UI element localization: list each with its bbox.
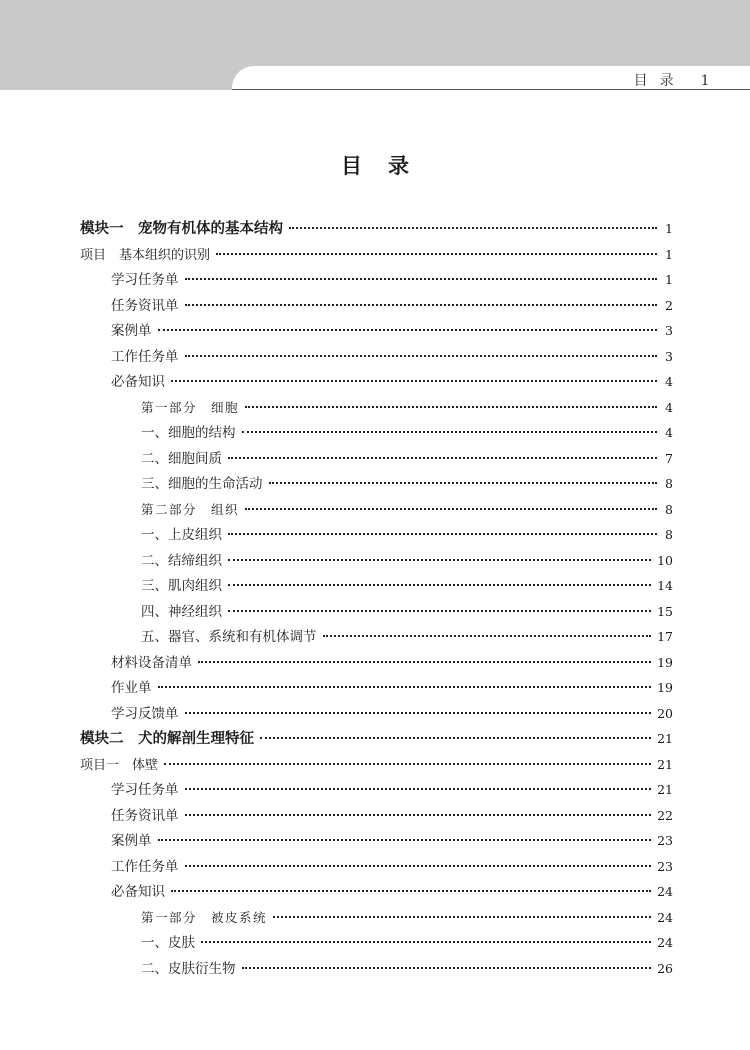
toc-dot-leader [158, 686, 652, 688]
toc-entry-title: 案例单 [111, 323, 152, 339]
toc-dot-leader [260, 737, 651, 739]
toc-entry-title: 模块一 宠物有机体的基本结构 [80, 221, 283, 237]
toc-dot-leader [171, 380, 657, 382]
running-head-title: 目录 [633, 73, 686, 89]
toc-entry-title: 一、皮肤 [141, 935, 195, 951]
toc-entry-title: 学习任务单 [111, 272, 179, 288]
toc-entry-item[interactable] [80, 701, 673, 727]
toc-entry-item[interactable] [80, 293, 673, 319]
toc-page-number: 1 [665, 272, 673, 287]
toc-page-number: 24 [657, 909, 673, 925]
toc-entry-item[interactable] [80, 854, 673, 880]
running-head-page-number: 1 [700, 73, 710, 89]
toc-page-number: 24 [657, 935, 673, 950]
toc-page-number: 24 [657, 884, 673, 899]
toc-entry-item[interactable] [80, 879, 673, 905]
toc-page-number: 21 [657, 782, 673, 797]
toc-entry-title: 案例单 [111, 833, 152, 849]
toc-dot-leader [185, 304, 658, 306]
toc-entry-title: 第一部分 被皮系统 [141, 909, 268, 925]
toc-dot-leader [228, 559, 651, 561]
toc-dot-leader [245, 406, 657, 408]
toc-dot-leader [228, 457, 657, 459]
toc-entry-item[interactable] [80, 344, 673, 370]
toc-dot-leader [164, 763, 651, 765]
toc-entry-title: 工作任务单 [111, 348, 179, 365]
toc-dot-leader [171, 890, 651, 892]
toc-dot-leader [158, 839, 652, 841]
toc-entry-sub[interactable] [80, 624, 673, 650]
toc-dot-leader [198, 661, 651, 663]
toc-page-number: 23 [657, 858, 673, 874]
toc-dot-leader [185, 278, 658, 280]
toc-dot-leader [228, 533, 657, 535]
toc-dot-leader [242, 967, 652, 969]
toc-dot-leader [228, 584, 651, 586]
toc-page-number: 21 [657, 756, 673, 772]
toc-entry-title: 项目一 体壁 [80, 757, 159, 773]
toc-page-number: 14 [657, 578, 673, 593]
toc-entry-title: 一、上皮组织 [141, 527, 222, 543]
toc-page-number: 3 [665, 348, 673, 364]
toc-entry-item[interactable] [80, 650, 673, 676]
toc-dot-leader [185, 355, 658, 357]
toc-entry-title: 必备知识 [111, 374, 165, 390]
toc-dot-leader [158, 329, 658, 331]
toc-dot-leader [242, 431, 658, 433]
toc-dot-leader [185, 865, 652, 867]
toc-page-number: 21 [657, 731, 673, 746]
toc-dot-leader [289, 227, 657, 229]
toc-entry-item[interactable] [80, 777, 673, 803]
toc-entry-title: 任务资讯单 [111, 297, 179, 314]
toc-entry-title: 四、神经组织 [141, 603, 222, 620]
toc-page-number: 2 [665, 297, 673, 313]
toc-page-number: 1 [665, 221, 673, 236]
toc-dot-leader [185, 814, 652, 816]
table-of-contents [80, 216, 673, 981]
toc-entry-title: 一、细胞的结构 [141, 425, 236, 441]
running-head [634, 70, 710, 90]
toc-page-number: 8 [665, 476, 673, 491]
toc-entry-title: 二、结缔组织 [141, 552, 222, 569]
toc-entry-sub[interactable] [80, 573, 673, 599]
toc-entry-title: 任务资讯单 [111, 807, 179, 824]
toc-entry-item[interactable] [80, 828, 673, 854]
toc-entry-item[interactable] [80, 267, 673, 293]
toc-page-number: 1 [665, 246, 673, 262]
toc-entry-part[interactable] [80, 905, 673, 931]
toc-dot-leader [185, 712, 652, 714]
toc-entry-title: 材料设备清单 [111, 654, 192, 671]
toc-dot-leader [216, 253, 657, 255]
toc-entry-title: 工作任务单 [111, 858, 179, 875]
toc-dot-leader [201, 941, 651, 943]
toc-entry-item[interactable] [80, 675, 673, 701]
toc-page-number: 22 [657, 807, 673, 823]
toc-entry-module[interactable] [80, 726, 673, 752]
toc-entry-sub[interactable] [80, 548, 673, 574]
toc-entry-title: 二、皮肤衍生物 [141, 960, 236, 977]
toc-page-number: 19 [657, 680, 673, 695]
toc-page-number: 3 [665, 323, 673, 338]
toc-entry-module[interactable] [80, 216, 673, 242]
toc-dot-leader [269, 482, 658, 484]
toc-page-number: 19 [657, 654, 673, 670]
toc-entry-part[interactable] [80, 497, 673, 523]
toc-entry-sub[interactable] [80, 446, 673, 472]
toc-dot-leader [228, 610, 651, 612]
toc-entry-title: 三、肌肉组织 [141, 578, 222, 594]
toc-entry-sub[interactable] [80, 471, 673, 497]
toc-entry-title: 三、细胞的生命活动 [141, 476, 263, 492]
toc-entry-project[interactable] [80, 752, 673, 778]
toc-entry-title: 学习任务单 [111, 782, 179, 798]
toc-dot-leader [185, 788, 652, 790]
toc-dot-leader [245, 508, 657, 510]
toc-entry-title: 第一部分 细胞 [141, 399, 240, 415]
toc-dot-leader [273, 916, 651, 918]
toc-dot-leader [323, 635, 652, 637]
toc-entry-title: 五、器官、系统和有机体调节 [141, 629, 317, 645]
toc-page-number: 4 [665, 374, 673, 389]
toc-entry-item[interactable] [80, 318, 673, 344]
toc-page-number: 15 [657, 603, 673, 619]
toc-page-number: 8 [665, 527, 673, 542]
toc-entry-title: 二、细胞间质 [141, 450, 222, 467]
toc-page-number: 10 [657, 552, 673, 568]
toc-entry-sub[interactable] [80, 956, 673, 982]
toc-page-number: 7 [665, 450, 673, 466]
toc-entry-part[interactable] [80, 395, 673, 421]
toc-entry-title: 模块二 犬的解剖生理特征 [80, 731, 254, 747]
toc-entry-item[interactable] [80, 803, 673, 829]
toc-entry-title: 作业单 [111, 680, 152, 696]
toc-entry-title: 必备知识 [111, 884, 165, 900]
toc-entry-sub[interactable] [80, 599, 673, 625]
toc-entry-sub[interactable] [80, 420, 673, 446]
toc-page-number: 4 [665, 399, 673, 415]
toc-entry-title: 学习反馈单 [111, 705, 179, 722]
page-title: 目录 [341, 154, 435, 178]
toc-entry-title: 项目 基本组织的识别 [80, 247, 211, 263]
toc-page-number: 8 [665, 501, 673, 517]
toc-page-number: 23 [657, 833, 673, 848]
toc-page-number: 20 [657, 705, 673, 721]
toc-page-number: 17 [657, 629, 673, 644]
toc-page-number: 26 [657, 960, 673, 976]
toc-entry-item[interactable] [80, 369, 673, 395]
toc-entry-title: 第二部分 组织 [141, 501, 240, 517]
toc-page-number: 4 [665, 425, 673, 440]
toc-entry-sub[interactable] [80, 930, 673, 956]
toc-entry-project[interactable] [80, 242, 673, 268]
toc-entry-sub[interactable] [80, 522, 673, 548]
